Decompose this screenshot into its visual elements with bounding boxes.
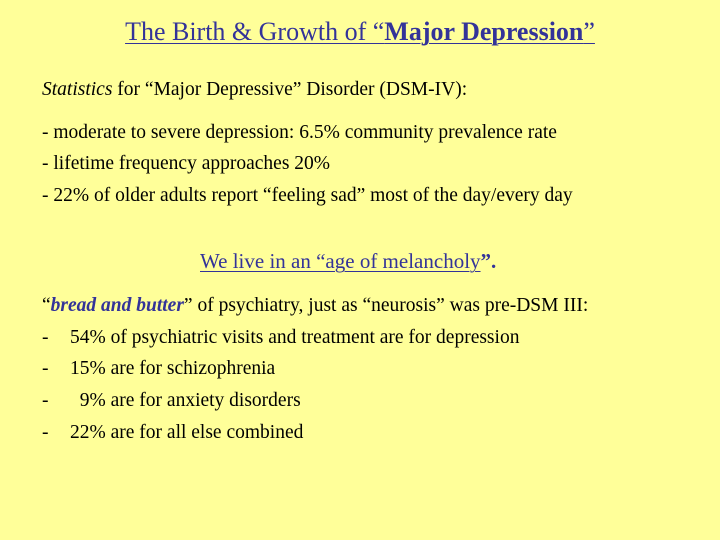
item-dash: - <box>42 327 49 348</box>
title-prefix: The Birth & Growth of “ <box>125 17 385 46</box>
melancholy-statement <box>200 247 496 275</box>
item-text: 22% are for all else combined <box>70 422 304 443</box>
item-dash: - <box>42 358 49 379</box>
statistic-item: - 22% of older adults report “feeling sad” most of the day/every day <box>42 185 573 206</box>
item-dash: - <box>42 390 49 411</box>
item-text: 54% of psychiatric visits and treatment are for depression <box>70 327 520 348</box>
title-suffix: ” <box>583 17 595 46</box>
statistic-item: - lifetime frequency approaches 20% <box>42 153 331 174</box>
melancholy-end: ”. <box>480 249 497 273</box>
psychiatry-item <box>42 420 303 446</box>
statistics-heading <box>42 77 467 103</box>
item-text: 15% are for schizophrenia <box>70 358 276 379</box>
slide-title <box>0 14 720 50</box>
psychiatry-emphasis: bread and butter <box>50 295 184 316</box>
psychiatry-item <box>42 325 519 351</box>
melancholy-text: We live in an “age of melancholy <box>200 249 481 273</box>
statistics-heading-rest: for “Major Depressive” Disorder (DSM-IV): <box>112 79 468 100</box>
psychiatry-item <box>42 356 275 382</box>
psychiatry-heading <box>42 293 588 319</box>
psychiatry-heading-rest: ” of psychiatry, just as “neurosis” was pre-DSM III: <box>183 295 589 316</box>
title-bold: Major Depression <box>384 17 584 46</box>
psychiatry-item <box>42 388 301 414</box>
item-dash: - <box>42 422 49 443</box>
psychiatry-open-quote: “ <box>42 295 51 316</box>
statistic-item: - moderate to severe depression: 6.5% community prevalence rate <box>42 122 557 143</box>
statistics-heading-italic: Statistics <box>42 79 113 100</box>
item-text: 9% are for anxiety disorders <box>70 390 301 411</box>
